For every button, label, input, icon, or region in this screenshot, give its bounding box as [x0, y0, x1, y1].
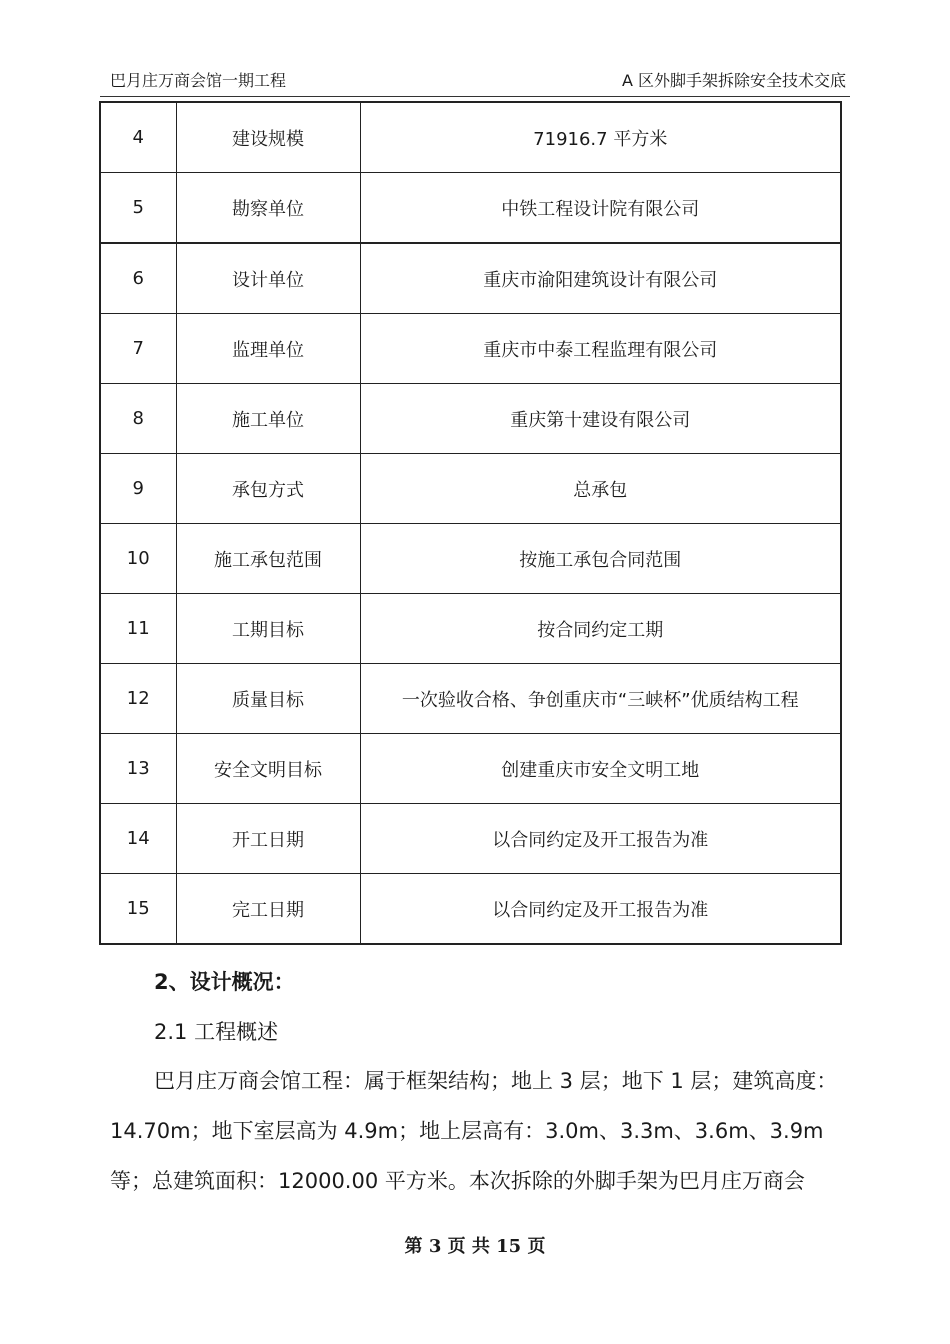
table-row [100, 874, 841, 945]
row-number-cell: 6 [100, 243, 176, 314]
table-row [100, 243, 841, 314]
row-number-cell: 4 [100, 102, 176, 173]
table-row [100, 664, 841, 734]
header-document-title: A 区外脚手架拆除安全技术交底 [621, 71, 846, 90]
row-content-cell: 71916.7 平方米 [360, 102, 841, 173]
row-item-cell: 施工单位 [176, 384, 360, 454]
table-row [100, 594, 841, 664]
table-row [100, 102, 841, 173]
row-number-cell: 9 [100, 454, 176, 524]
table-row [100, 524, 841, 594]
row-number-cell: 8 [100, 384, 176, 454]
row-item-cell: 承包方式 [176, 454, 360, 524]
table-row [100, 734, 841, 804]
row-item-cell: 施工承包范围 [176, 524, 360, 594]
table-body [100, 102, 841, 944]
row-content-cell: 以合同约定及开工报告为准 [360, 804, 841, 874]
row-content-cell: 以合同约定及开工报告为准 [360, 874, 841, 945]
row-content-cell: 一次验收合格、争创重庆市“三峡杯”优质结构工程 [360, 664, 841, 734]
table-row [100, 173, 841, 244]
row-number-cell: 7 [100, 314, 176, 384]
row-item-cell: 监理单位 [176, 314, 360, 384]
table-row [100, 314, 841, 384]
row-item-cell: 建设规模 [176, 102, 360, 173]
project-info-table [99, 101, 842, 945]
table-row [100, 804, 841, 874]
row-item-cell: 工期目标 [176, 594, 360, 664]
section-title: 2、设计概况： [154, 970, 295, 994]
page-number: 第 3 页 共 15 页 [404, 1236, 546, 1257]
row-item-cell: 勘察单位 [176, 173, 360, 244]
row-content-cell: 按合同约定工期 [360, 594, 841, 664]
row-content-cell: 重庆市渝阳建筑设计有限公司 [360, 243, 841, 314]
header-divider [100, 96, 850, 97]
paragraph-line-2: 14.70m；地下室层高为 4.9m；地上层高有：3.0m、3.3m、3.6m、3.9m [110, 1119, 824, 1143]
row-number-cell: 13 [100, 734, 176, 804]
row-content-cell: 按施工承包合同范围 [360, 524, 841, 594]
table-row [100, 384, 841, 454]
row-item-cell: 安全文明目标 [176, 734, 360, 804]
row-item-cell: 设计单位 [176, 243, 360, 314]
row-item-cell: 完工日期 [176, 874, 360, 945]
row-content-cell: 重庆第十建设有限公司 [360, 384, 841, 454]
paragraph-line-1: 巴月庄万商会馆工程：属于框架结构；地上 3 层；地下 1 层；建筑高度： [154, 1069, 838, 1093]
row-number-cell: 10 [100, 524, 176, 594]
paragraph-line-3: 等；总建筑面积：12000.00 平方米。本次拆除的外脚手架为巴月庄万商会 [110, 1169, 805, 1193]
row-content-cell: 总承包 [360, 454, 841, 524]
subsection-title: 2.1 工程概述 [154, 1020, 279, 1044]
header-project-name: 巴月庄万商会馆一期工程 [110, 71, 287, 90]
row-content-cell: 重庆市中泰工程监理有限公司 [360, 314, 841, 384]
row-item-cell: 开工日期 [176, 804, 360, 874]
row-item-cell: 质量目标 [176, 664, 360, 734]
row-number-cell: 5 [100, 173, 176, 244]
row-content-cell: 创建重庆市安全文明工地 [360, 734, 841, 804]
row-number-cell: 12 [100, 664, 176, 734]
row-number-cell: 15 [100, 874, 176, 945]
row-number-cell: 11 [100, 594, 176, 664]
row-content-cell: 中铁工程设计院有限公司 [360, 173, 841, 244]
table-row [100, 454, 841, 524]
row-number-cell: 14 [100, 804, 176, 874]
